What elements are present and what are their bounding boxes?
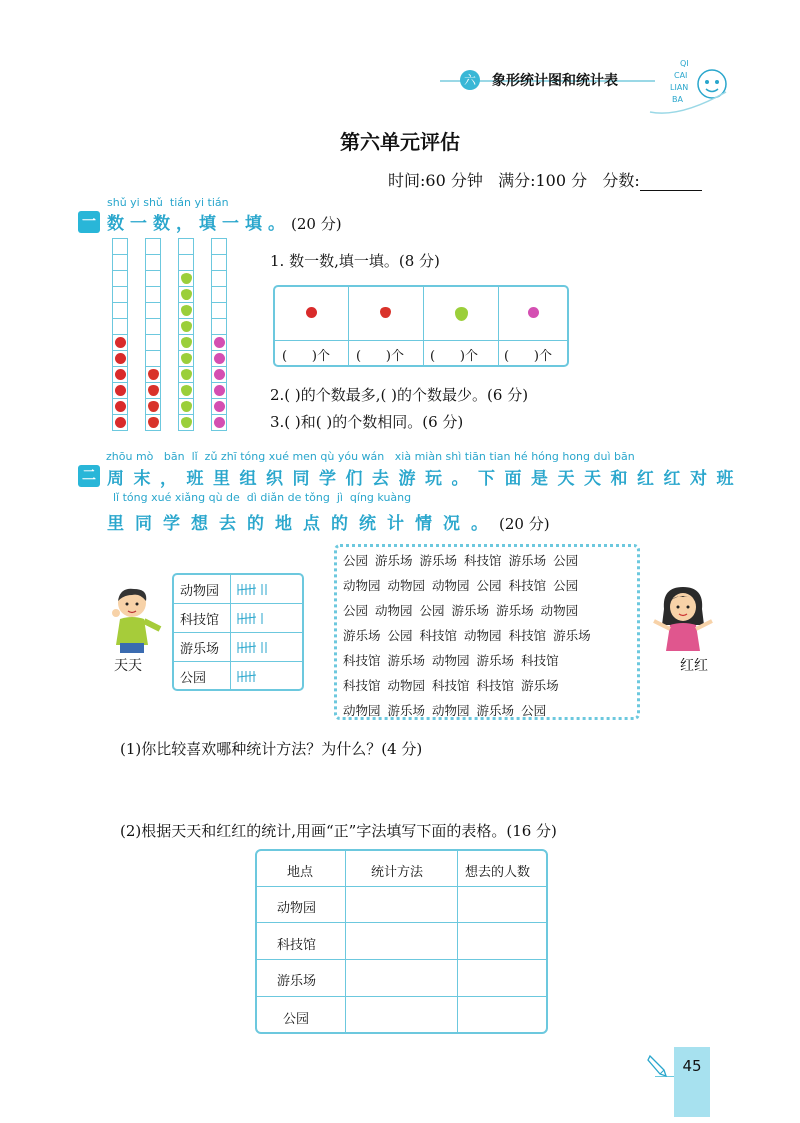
svg-text:BA: BA xyxy=(672,95,683,104)
q2-text: 2.( )的个数最多,( )的个数最少。(6 分) xyxy=(270,386,529,404)
picture-graph-cell xyxy=(211,302,227,319)
picture-graph-column-apple xyxy=(112,238,128,430)
picture-graph-cell xyxy=(211,270,227,287)
word-item: 游乐场 xyxy=(496,603,534,618)
picture-graph-cell xyxy=(178,334,194,351)
pear-icon xyxy=(181,401,192,412)
picture-graph-cell xyxy=(178,270,194,287)
word-item: 游乐场 xyxy=(476,653,515,668)
picture-graph-cell xyxy=(211,286,227,303)
picture-graph-cell xyxy=(178,366,194,383)
picture-graph-cell xyxy=(211,350,227,367)
picture-graph-cell xyxy=(145,286,161,303)
svg-text:QI: QI xyxy=(680,59,689,68)
picture-graph-cell xyxy=(145,398,161,415)
word-row xyxy=(343,676,566,694)
tally-row xyxy=(174,662,302,691)
section2-pinyin-2: lǐ tóng xué xiǎng qù de dì diǎn de tǒng jì qíng kuàng xyxy=(113,491,412,504)
unit-title: 象形统计图和统计表 xyxy=(492,73,618,89)
word-item: 动物园 xyxy=(432,703,470,718)
word-item: 游乐场 xyxy=(521,678,559,693)
tally-place: 动物园 xyxy=(180,584,220,599)
row-divider xyxy=(257,996,546,997)
section1-text: 数一数，填一填。 xyxy=(107,214,291,234)
full-score: 满分:100 分 xyxy=(498,171,588,190)
picture-graph-cell xyxy=(211,318,227,335)
word-item: 科技馆 xyxy=(343,678,381,693)
picture-graph-cell xyxy=(211,366,227,383)
section2-line2: 里同学想去的地点的统计情况。 xyxy=(107,514,499,534)
pencil-icon xyxy=(646,1052,668,1078)
word-item: 游乐场 xyxy=(451,603,490,618)
picture-graph-cell xyxy=(178,302,194,319)
q1-text: 1. 数一数,填一填。(8 分) xyxy=(270,252,440,270)
picture-graph-cell xyxy=(112,286,128,303)
honghong-girl-illustration xyxy=(648,585,718,653)
word-row xyxy=(343,576,585,594)
page-number-text: 45 xyxy=(682,1057,702,1075)
word-item: 公园 xyxy=(343,603,369,618)
word-item: 科技馆 xyxy=(419,628,458,643)
picture-graph-cell xyxy=(178,238,194,255)
pear-icon xyxy=(181,321,192,332)
answer-table xyxy=(255,849,548,1034)
word-item: 游乐场 xyxy=(375,553,413,568)
picture-graph-cell xyxy=(145,382,161,399)
picture-graph-cell xyxy=(178,382,194,399)
tally-marks xyxy=(234,579,300,599)
picture-graph-cell xyxy=(178,414,194,431)
picture-graph-cell xyxy=(112,366,128,383)
picture-graph-column-pear xyxy=(178,238,194,430)
col-divider xyxy=(345,851,346,1032)
section2-q1: (1)你比较喜欢哪种统计方法？为什么？(4 分) xyxy=(120,740,423,758)
picture-graph-cell xyxy=(145,366,161,383)
word-item: 公园 xyxy=(521,703,547,718)
picture-graph-cell xyxy=(211,414,227,431)
count-divider xyxy=(275,340,567,341)
word-item: 动物园 xyxy=(387,678,426,693)
picture-graph-column-pomegranate xyxy=(211,238,227,430)
tally-row xyxy=(174,604,302,633)
picture-graph-cell xyxy=(211,334,227,351)
pomegranate-icon xyxy=(214,385,225,396)
score-blank[interactable] xyxy=(640,174,702,191)
section1-pinyin: shǔ yi shǔ tián yi tián xyxy=(107,196,229,209)
place-cell: 动物园 xyxy=(277,901,317,916)
word-item: 动物园 xyxy=(464,628,502,643)
picture-graph-cell xyxy=(178,350,194,367)
word-item: 科技馆 xyxy=(476,678,515,693)
pear-icon xyxy=(181,385,192,396)
page-title: 第六单元评估 xyxy=(340,130,460,154)
word-item: 公园 xyxy=(476,578,502,593)
word-item: 公园 xyxy=(343,553,369,568)
picture-graph-cell xyxy=(112,254,128,271)
word-row xyxy=(343,701,553,719)
picture-graph-cell xyxy=(145,334,161,351)
honghong-word-list xyxy=(334,544,640,720)
apple-icon xyxy=(115,385,126,396)
section2-q2: (2)根据天天和红红的统计,用画“正”字法填写下面的表格。(16 分) xyxy=(120,822,557,840)
word-item: 科技馆 xyxy=(464,553,502,568)
place-cell: 科技馆 xyxy=(277,938,317,953)
word-item: 游乐场 xyxy=(419,553,458,568)
pear-icon xyxy=(181,353,192,364)
word-item: 科技馆 xyxy=(343,653,381,668)
picture-graph-cell xyxy=(211,238,227,255)
apple-icon xyxy=(115,353,126,364)
word-item: 动物园 xyxy=(432,578,470,593)
picture-graph-cell xyxy=(145,270,161,287)
place-cell: 游乐场 xyxy=(277,974,317,989)
picture-graph-cell xyxy=(112,398,128,415)
picture-graph-cell xyxy=(145,302,161,319)
picture-graph-cell xyxy=(112,270,128,287)
picture-graph-cell xyxy=(112,350,128,367)
picture-graph xyxy=(112,238,242,448)
picture-graph-cell xyxy=(178,254,194,271)
strawberry-icon xyxy=(148,369,159,380)
count-unit-pomegranate[interactable]: ( )个 xyxy=(504,349,552,364)
word-item: 公园 xyxy=(419,603,445,618)
word-item: 动物园 xyxy=(343,703,381,718)
apple-icon xyxy=(306,307,317,318)
picture-graph-cell xyxy=(178,286,194,303)
word-item: 动物园 xyxy=(387,578,426,593)
word-item: 游乐场 xyxy=(508,553,547,568)
pomegranate-icon xyxy=(214,417,225,428)
fruit-count-table xyxy=(273,285,569,367)
word-row xyxy=(343,601,585,619)
picture-graph-cell xyxy=(178,398,194,415)
word-item: 科技馆 xyxy=(432,678,470,693)
word-row xyxy=(343,626,598,644)
picture-graph-cell xyxy=(178,318,194,335)
picture-graph-cell xyxy=(145,238,161,255)
picture-graph-cell xyxy=(145,350,161,367)
col-divider xyxy=(457,851,458,1032)
honghong-name: 红红 xyxy=(680,658,708,674)
word-item: 科技馆 xyxy=(508,578,547,593)
tally-marks xyxy=(234,666,300,686)
section2-score: (20 分) xyxy=(499,515,550,533)
tiantian-tally-table xyxy=(172,573,304,691)
picture-graph-column-strawberry xyxy=(145,238,161,430)
pomegranate-icon xyxy=(214,353,225,364)
score-label: 分数: xyxy=(602,171,640,190)
word-item: 公园 xyxy=(553,553,579,568)
pomegranate-icon xyxy=(214,337,225,348)
tally-marks xyxy=(234,608,300,628)
tally-marks xyxy=(234,637,300,657)
picture-graph-cell xyxy=(112,238,128,255)
word-item: 公园 xyxy=(387,628,413,643)
picture-graph-cell xyxy=(145,414,161,431)
picture-graph-cell xyxy=(112,334,128,351)
qicailianba-logo xyxy=(640,52,730,122)
strawberry-icon xyxy=(148,401,159,412)
tally-cross-stroke xyxy=(238,675,256,677)
section2-number: 二 xyxy=(78,465,100,487)
word-item: 动物园 xyxy=(432,653,470,668)
word-item: 游乐场 xyxy=(387,653,426,668)
strawberry-icon xyxy=(148,385,159,396)
apple-icon xyxy=(115,417,126,428)
pear-icon xyxy=(181,305,192,316)
tally-place: 科技馆 xyxy=(180,613,220,628)
word-item: 游乐场 xyxy=(387,703,426,718)
picture-graph-cell xyxy=(211,398,227,415)
pear-icon xyxy=(181,369,192,380)
pomegranate-icon xyxy=(214,401,225,412)
pomegranate-icon xyxy=(528,307,539,318)
apple-icon xyxy=(115,401,126,412)
row-divider xyxy=(257,922,546,923)
pear-icon xyxy=(181,273,192,284)
word-item: 动物园 xyxy=(375,603,413,618)
apple-icon xyxy=(115,337,126,348)
word-row xyxy=(343,651,566,669)
svg-text:CAI: CAI xyxy=(674,71,688,80)
word-item: 公园 xyxy=(553,578,579,593)
section1-score: (20 分) xyxy=(291,215,342,233)
word-item: 动物园 xyxy=(540,603,579,618)
header-place: 地点 xyxy=(287,865,314,880)
tally-row xyxy=(174,575,302,604)
header-method: 统计方法 xyxy=(371,865,424,880)
strawberry-icon xyxy=(148,417,159,428)
place-cell: 公园 xyxy=(283,1012,310,1027)
word-row xyxy=(343,551,585,569)
picture-graph-cell xyxy=(211,254,227,271)
tally-row xyxy=(174,633,302,662)
picture-graph-cell xyxy=(145,254,161,271)
tally-cross-stroke xyxy=(238,588,256,590)
pear-icon xyxy=(181,289,192,300)
pomegranate-icon xyxy=(214,369,225,380)
exam-meta xyxy=(388,168,702,191)
section2-pinyin-1: zhōu mò bān lǐ zǔ zhī tóng xué men qù yóu wán xià miàn shì tiān tian hé hóng hong duì bān xyxy=(106,450,635,463)
page-number xyxy=(674,1047,710,1117)
unit-badge: 六 xyxy=(460,70,480,90)
time-limit: 时间:60 分钟 xyxy=(388,171,483,190)
header-count: 想去的人数 xyxy=(465,865,531,880)
tally-cross-stroke xyxy=(238,617,256,619)
count-unit-apple[interactable]: ( )个 xyxy=(282,349,330,364)
picture-graph-cell xyxy=(112,302,128,319)
svg-text:LIAN: LIAN xyxy=(670,83,689,92)
section2-line1: 周末，班里组织同学们去游玩。下面是天天和红红对班 xyxy=(107,469,743,489)
tiantian-name: 天天 xyxy=(114,658,142,674)
apple-icon xyxy=(115,369,126,380)
word-item: 科技馆 xyxy=(508,628,547,643)
q3-text: 3.( )和( )的个数相同。(6 分) xyxy=(270,413,464,431)
tiantian-boy-illustration xyxy=(104,585,166,655)
word-item: 动物园 xyxy=(343,578,381,593)
count-unit-strawberry[interactable]: ( )个 xyxy=(356,349,404,364)
word-item: 科技馆 xyxy=(521,653,559,668)
pear-icon xyxy=(181,337,192,348)
row-divider xyxy=(257,886,546,887)
count-unit-pear[interactable]: ( )个 xyxy=(430,349,478,364)
section1-number: 一 xyxy=(78,211,100,233)
picture-graph-cell xyxy=(112,414,128,431)
section1-heading xyxy=(107,209,342,234)
tally-place: 游乐场 xyxy=(180,642,220,657)
pear-icon xyxy=(181,417,192,428)
word-item: 游乐场 xyxy=(553,628,591,643)
picture-graph-cell xyxy=(112,318,128,335)
section2-heading-2 xyxy=(107,509,550,534)
word-item: 游乐场 xyxy=(476,703,515,718)
tally-place: 公园 xyxy=(180,671,207,686)
tally-cross-stroke xyxy=(238,646,256,648)
word-item: 游乐场 xyxy=(343,628,381,643)
picture-graph-cell xyxy=(211,382,227,399)
picture-graph-cell xyxy=(145,318,161,335)
row-divider xyxy=(257,959,546,960)
picture-graph-cell xyxy=(112,382,128,399)
